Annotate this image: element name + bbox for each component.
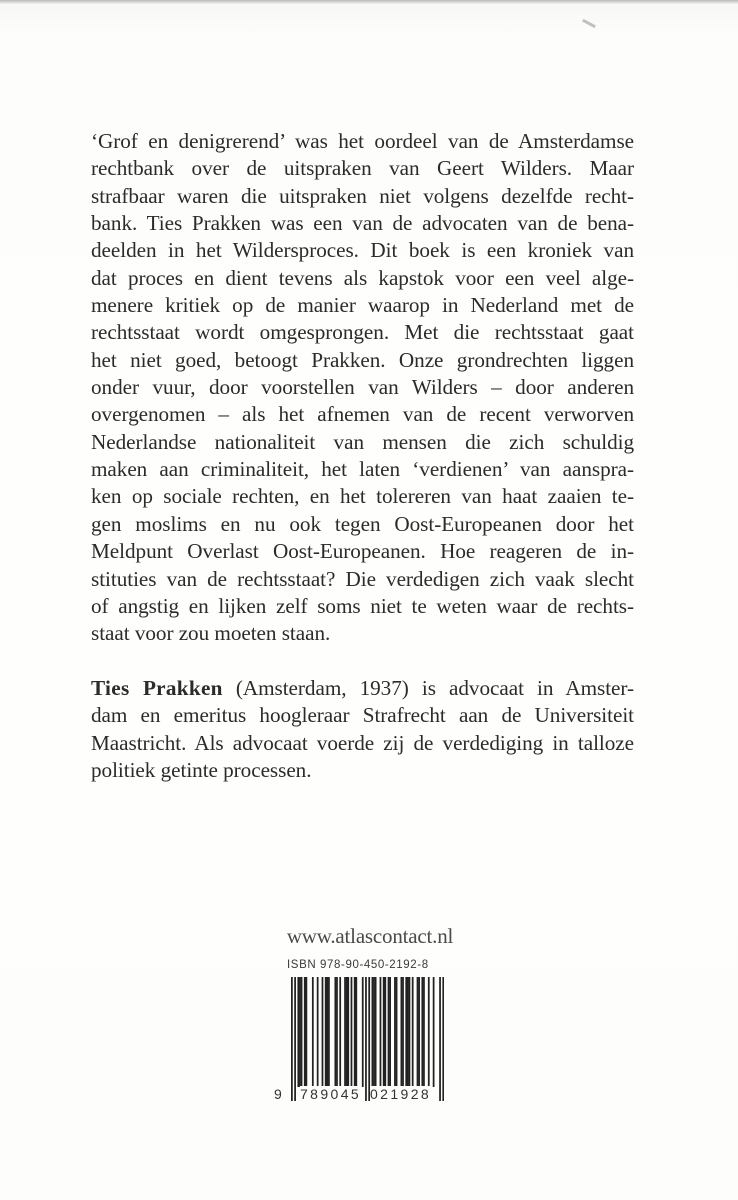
author-bio-paragraph xyxy=(91,675,634,784)
blurb-line: staat voor zou moeten staan. xyxy=(91,621,331,646)
author-name: Ties Prakken xyxy=(91,675,223,700)
author-bio-text: (Amsterdam, 1937) is advocaat in Amster- xyxy=(222,675,634,700)
blurb-line: Nederlandse nationaliteit van mensen die zich schuldig xyxy=(91,429,634,454)
blurb-line: rechtsstaat wordt omgesprongen. Met die rechtsstaat gaat xyxy=(91,320,634,345)
author-bio-line: politiek getinte processen. xyxy=(91,757,312,782)
barcode-left-digits: 789045 xyxy=(300,1086,362,1102)
blurb-line: het niet goed, betoogt Prakken. Onze grondrechten liggen xyxy=(91,347,634,372)
blurb-line: ‘Grof en denigrerend’ was het oordeel van de Amsterdamse xyxy=(91,129,634,153)
scuff-mark xyxy=(582,19,596,28)
paragraph-gap xyxy=(91,648,634,675)
blurb-line: strafbaar waren die uitspraken niet volgens dezelfde recht- xyxy=(91,183,634,208)
blurb-line: rechtbank over de uitspraken van Geert Wilders. Maar xyxy=(91,156,634,181)
blurb-line: deelden in het Wildersproces. Dit boek is een kroniek van xyxy=(91,238,634,263)
author-bio-first-line xyxy=(91,675,634,702)
blurb-line: overgenomen – als het afnemen van de recent verworven xyxy=(91,402,634,427)
back-cover-text xyxy=(91,128,634,784)
cover-top-edge xyxy=(0,0,738,4)
blurb-line: bank. Ties Prakken was een van de advocaten van de bena- xyxy=(91,211,634,236)
blurb-line: dat proces en dient tevens als kapstok voor een veel alge- xyxy=(91,265,634,290)
blurb-line: ken op sociale rechten, en het tolereren van haat zaaien te- xyxy=(91,484,634,509)
isbn-label: ISBN 978-90-450-2192-8 xyxy=(287,959,429,971)
blurb-line: menere kritiek op de manier waarop in Nederland met de xyxy=(91,293,634,318)
author-bio-line: Maastricht. Als advocaat voerde zij de verdediging in talloze xyxy=(91,730,634,755)
blurb-line: onder vuur, door voorstellen van Wilders – door anderen xyxy=(91,375,634,400)
blurb-line: Meldpunt Overlast Oost-Europeanen. Hoe reageren de in- xyxy=(91,539,634,564)
blurb-line: of angstig en lijken zelf soms niet te weten waar de rechts- xyxy=(91,593,634,618)
barcode-right-digits: 021928 xyxy=(370,1086,432,1102)
isbn-barcode xyxy=(291,977,444,1101)
blurb-line: gen moslims en nu ook tegen Oost-Europeanen door het xyxy=(91,511,634,536)
blurb-line: stituties van de rechtsstaat? Die verdedigen zich vaak slecht xyxy=(91,566,634,591)
author-bio-line: dam en emeritus hoogleraar Strafrecht aan de Universiteit xyxy=(91,703,634,728)
blurb-line: maken aan criminaliteit, het laten ‘verdienen’ van aanspra- xyxy=(91,457,634,482)
blurb-paragraph xyxy=(91,128,634,648)
publisher-website: www.atlascontact.nl xyxy=(286,924,454,948)
barcode-lead-digit: 9 xyxy=(274,1086,285,1102)
